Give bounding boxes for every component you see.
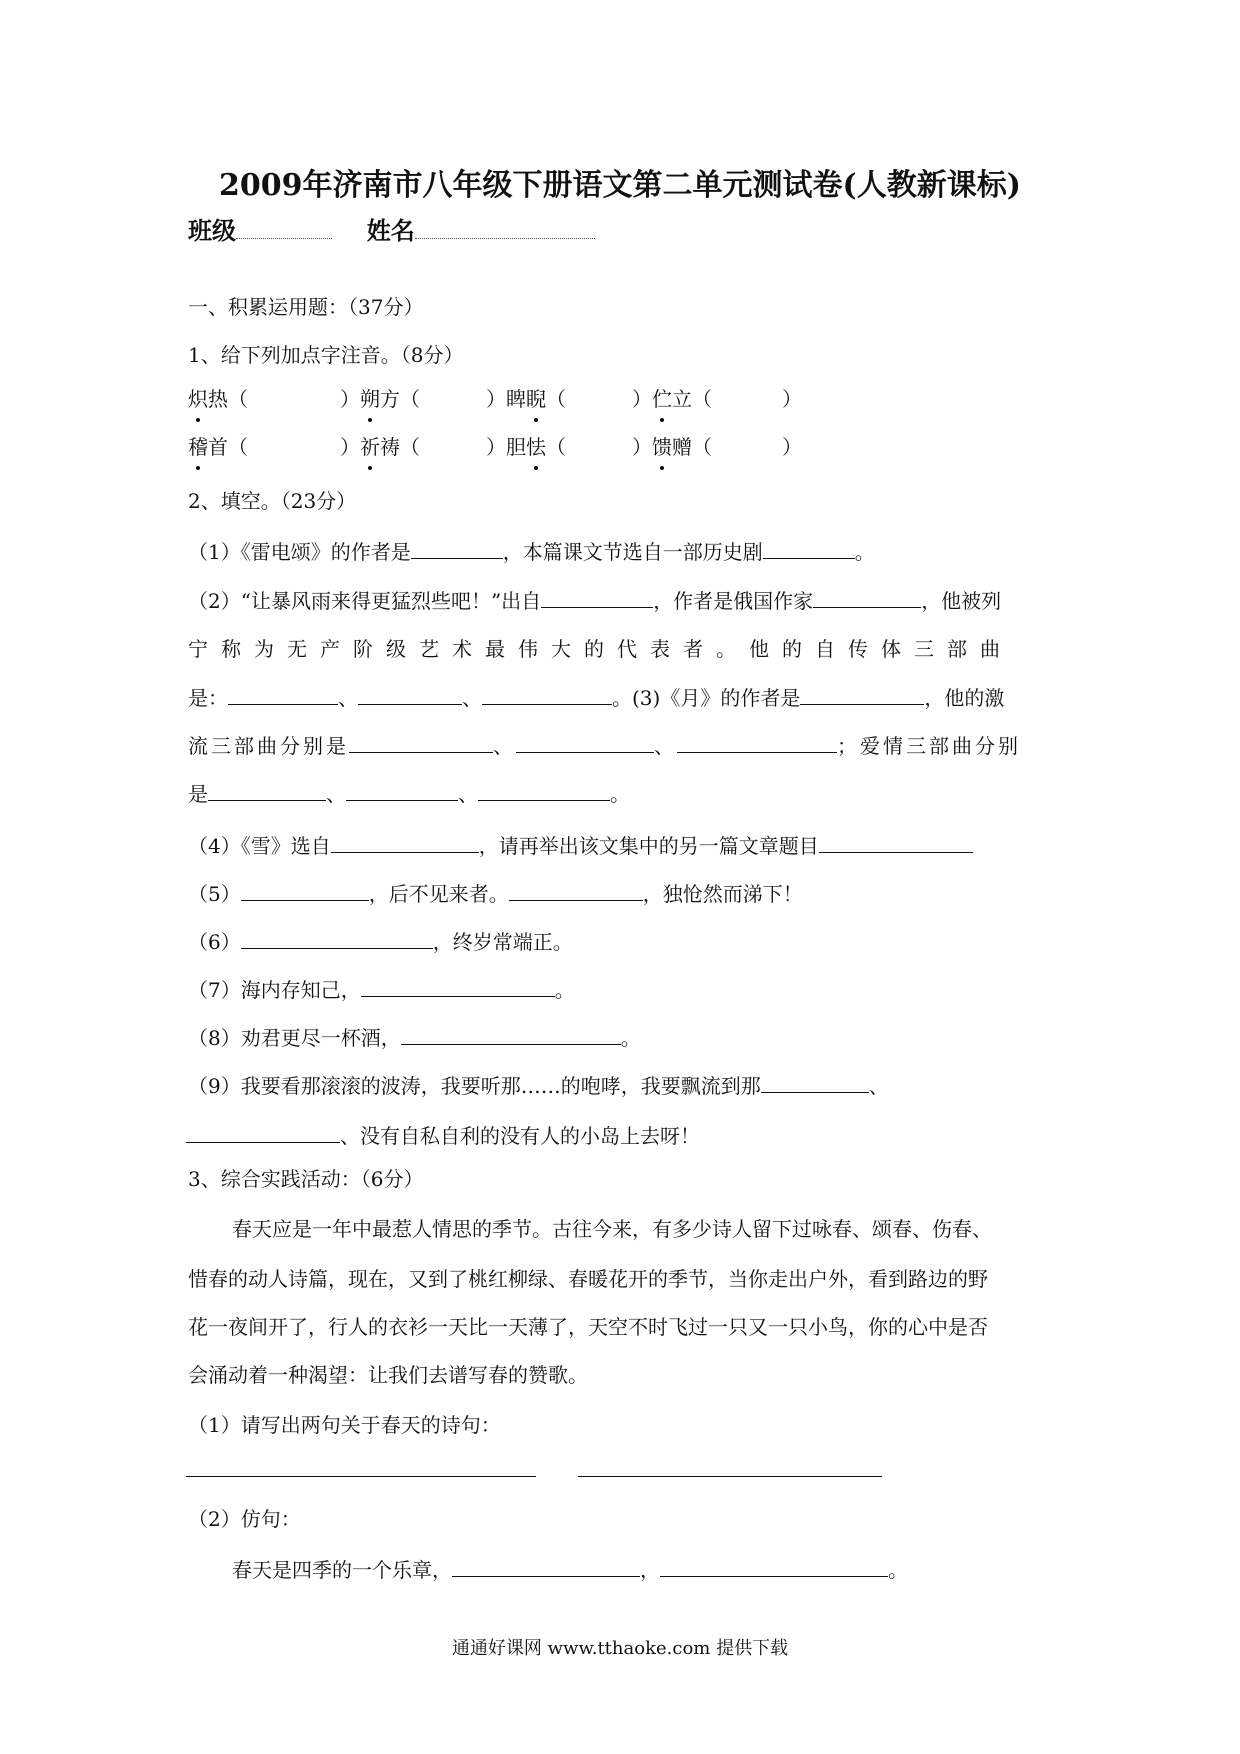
fill-blank[interactable]	[813, 585, 921, 608]
text: 。	[554, 978, 575, 1002]
fill-blank[interactable]	[819, 830, 973, 853]
q2-item7	[188, 974, 575, 1005]
q3-paragraph-line: 花一夜间开了，行人的衣衫一天比一天薄了，天空不时飞过一只又一只小鸟，你的心中是否	[188, 1315, 988, 1339]
q2-item4	[188, 830, 973, 861]
q3-paragraph-line: 惜春的动人诗篇，现在，又到了桃红柳绿、春暖花开的季节，当你走出户外，看到路边的野	[188, 1267, 988, 1291]
text: 。	[854, 540, 875, 564]
word: 睥睨	[506, 387, 546, 411]
fill-blank[interactable]	[241, 878, 369, 901]
fill-blank[interactable]	[452, 1554, 640, 1577]
text: （9）我要看那滚滚的波涛，我要听那……的咆哮，我要飘流到那	[188, 1074, 761, 1098]
fill-blank[interactable]	[509, 878, 643, 901]
page-footer: 通通好课网 www.tthaoke.com 提供下载	[451, 1638, 789, 1659]
q3-paragraph-line: 会涌动着一种渴望：让我们去谱写春的赞歌。	[188, 1363, 588, 1387]
text: 。	[610, 782, 630, 806]
text: （2）“让暴风雨来得更猛烈些吧！”出自	[188, 589, 542, 613]
text: 春天是四季的一个乐章，	[232, 1558, 452, 1582]
fill-blank[interactable]	[346, 778, 458, 801]
word: 馈赠	[652, 435, 692, 459]
q2-item8	[188, 1022, 641, 1053]
text: ，请再举出该文集中的另一篇文章题目	[478, 834, 819, 858]
text: ，后不见来者。	[368, 882, 509, 906]
fill-blank[interactable]	[358, 682, 462, 705]
q1-row2: 稽首（ ）祈祷（ ）胆怯（ ）馈赠（ ）	[188, 432, 802, 462]
text: 、	[868, 1074, 889, 1098]
text: ，独怆然而涕下！	[642, 882, 803, 906]
word: 稽首	[188, 435, 228, 459]
q2-item5	[188, 878, 803, 909]
section-heading: 一、积累运用题：（37分）	[188, 295, 424, 319]
text: ，他的激	[924, 686, 1005, 710]
fill-blank[interactable]	[516, 730, 654, 753]
q2-item1	[188, 536, 875, 567]
text: 是：	[188, 686, 228, 710]
q2-heading: 2、填空。（23分）	[188, 489, 357, 513]
name-label: 姓名	[366, 216, 415, 245]
text: 。	[620, 1026, 641, 1050]
fill-blank[interactable]	[241, 926, 433, 949]
text: （1）《雷电颂》的作者是	[188, 540, 411, 564]
fill-blank[interactable]	[800, 682, 924, 705]
text: ，终岁常端正。	[432, 930, 573, 954]
word: 胆怯	[506, 435, 546, 459]
word: 朔方	[360, 387, 400, 411]
q2-item2	[188, 585, 1001, 616]
text: （4）《雪》选自	[188, 834, 331, 858]
fill-blank[interactable]	[761, 1070, 869, 1093]
student-info	[188, 216, 595, 247]
q2-item9	[188, 1070, 889, 1101]
q2-item3	[188, 682, 1004, 713]
q2-item3-cont	[188, 730, 1021, 761]
text: 、	[338, 686, 358, 710]
text: 、	[326, 782, 346, 806]
q2-item3-end	[188, 778, 630, 809]
fill-blank[interactable]	[482, 682, 612, 705]
text: ，	[640, 1558, 660, 1582]
fill-blank[interactable]	[349, 730, 493, 753]
class-label: 班级	[188, 216, 236, 245]
answer-line[interactable]	[186, 1476, 536, 1477]
text: ，本篇课文节选自一部历史剧	[502, 540, 763, 564]
text: （6）	[188, 930, 241, 954]
text: 、	[493, 734, 516, 758]
q1-row1: 炽热（ ）朔方（ ）睥睨（ ）伫立（ ）	[188, 384, 802, 414]
q3-imitation	[188, 1554, 908, 1585]
text: 。	[888, 1558, 908, 1582]
fill-blank[interactable]	[677, 730, 837, 753]
fill-blank[interactable]	[331, 830, 479, 853]
q3-sub1: （1）请写出两句关于春天的诗句：	[188, 1413, 501, 1437]
page-title: 2009年济南市八年级下册语文第二单元测试卷(人教新课标)	[219, 168, 1021, 203]
name-field[interactable]	[415, 216, 595, 239]
word: 伫立	[652, 387, 692, 411]
fill-blank[interactable]	[401, 1022, 621, 1045]
text: 流三部曲分别是	[188, 734, 349, 758]
text: ；爱情三部曲分别	[837, 734, 1021, 758]
text: （7）海内存知己，	[188, 978, 361, 1002]
class-field[interactable]	[236, 216, 332, 239]
q2-item2-cont: 宁称为无产阶级艺术最伟大的代表者。他的自传体三部曲	[188, 637, 1013, 661]
word: 祈祷	[360, 435, 400, 459]
text: 、	[462, 686, 482, 710]
fill-blank[interactable]	[228, 682, 338, 705]
text: ，他被列	[921, 589, 1002, 613]
fill-blank[interactable]	[478, 778, 610, 801]
fill-blank[interactable]	[411, 536, 503, 559]
text: 、	[458, 782, 478, 806]
q2-item6	[188, 926, 573, 957]
answer-line[interactable]	[578, 1476, 882, 1477]
word: 炽热	[188, 387, 228, 411]
fill-blank[interactable]	[208, 778, 326, 801]
q3-heading: 3、综合实践活动：（6分）	[188, 1167, 424, 1191]
text: 是	[188, 782, 208, 806]
text: （8）劝君更尽一杯酒，	[188, 1026, 401, 1050]
fill-blank[interactable]	[763, 536, 855, 559]
q2-item9-cont	[186, 1120, 700, 1151]
text: 、	[654, 734, 677, 758]
text: 、没有自私自利的没有人的小岛上去呀！	[340, 1124, 700, 1148]
fill-blank[interactable]	[660, 1554, 888, 1577]
text: （5）	[188, 882, 241, 906]
fill-blank[interactable]	[361, 974, 555, 997]
fill-blank[interactable]	[541, 585, 653, 608]
text: 。(3)《月》的作者是	[612, 686, 801, 710]
q3-paragraph-line: 春天应是一年中最惹人情思的季节。古往今来，有多少诗人留下过咏春、颂春、伤春、	[232, 1217, 992, 1241]
fill-blank[interactable]	[186, 1120, 340, 1143]
q3-sub2: （2）仿句：	[188, 1507, 301, 1531]
text: ，作者是俄国作家	[653, 589, 814, 613]
q1-heading: 1、给下列加点字注音。（8分）	[188, 343, 464, 367]
